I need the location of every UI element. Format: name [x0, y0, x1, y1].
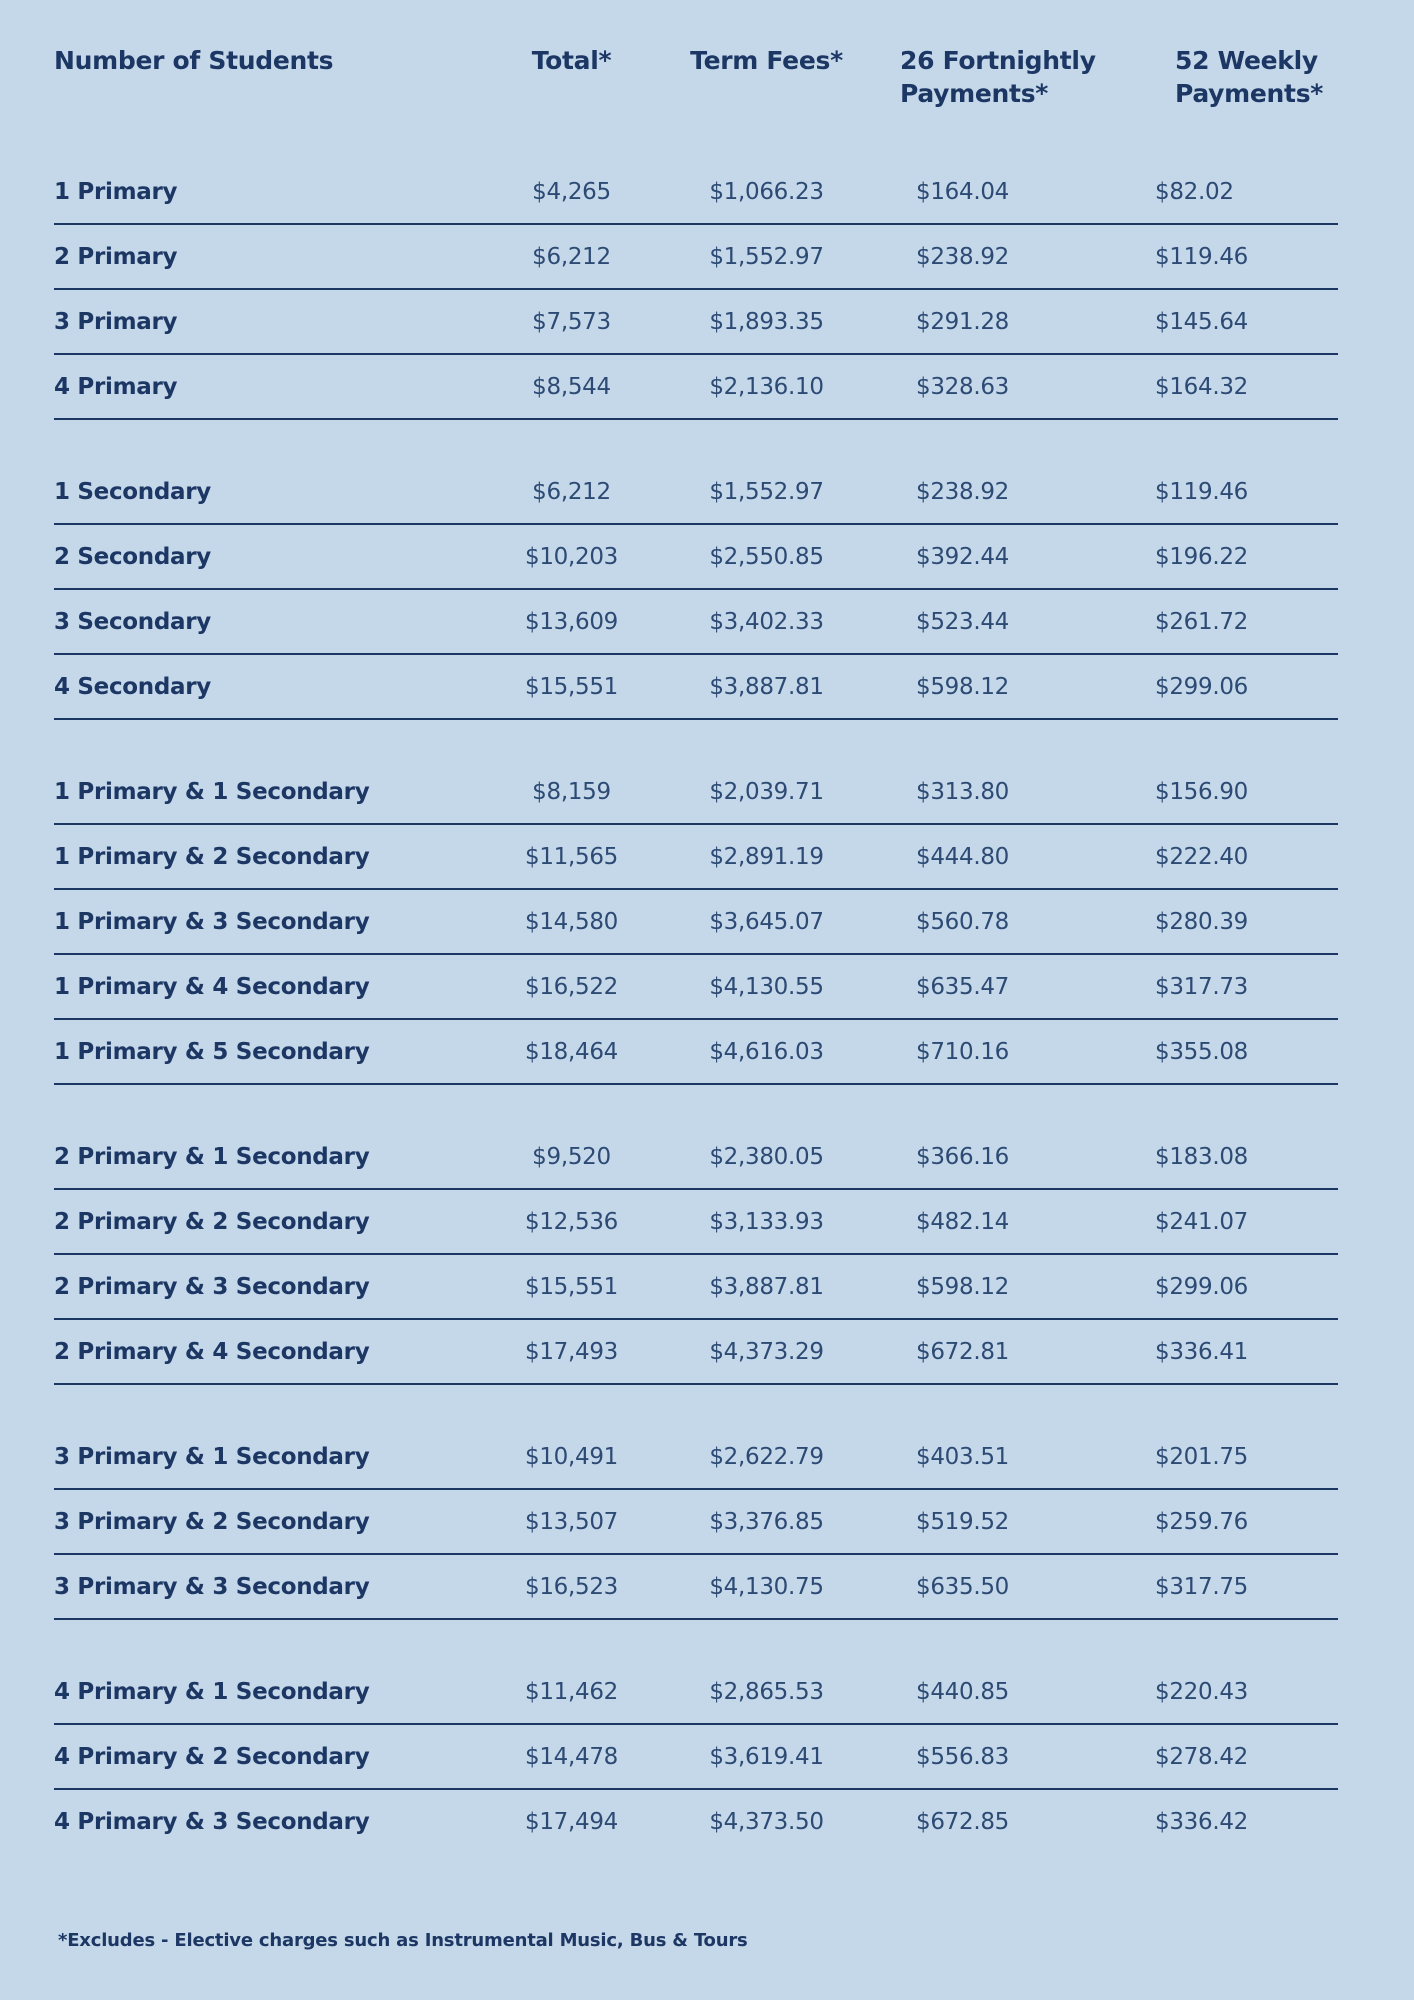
row-label: 1 Primary & 3 Secondary [54, 908, 370, 935]
cell-total: $12,536 [524, 1208, 618, 1235]
row-label: 2 Secondary [54, 543, 212, 570]
cell-total: $16,523 [524, 1573, 618, 1600]
row-label: 4 Primary & 1 Secondary [54, 1678, 370, 1705]
row-label: 3 Primary & 3 Secondary [54, 1573, 370, 1600]
footnote: *Excludes - Elective charges such as Instrumental Music, Bus & Tours [58, 1930, 748, 1951]
cell-fortnightly-payment: $560.78 [916, 908, 1010, 935]
table-row [54, 1790, 1338, 1853]
cell-fortnightly-payment: $556.83 [916, 1743, 1010, 1770]
table-row [54, 1320, 1338, 1385]
cell-term-fees: $2,136.10 [709, 373, 824, 400]
table-row [54, 525, 1338, 590]
cell-total: $4,265 [532, 178, 611, 205]
cell-weekly-payment: $336.42 [1155, 1808, 1249, 1835]
cell-fortnightly-payment: $392.44 [916, 543, 1010, 570]
cell-weekly-payment: $317.73 [1155, 973, 1249, 1000]
cell-total: $16,522 [524, 973, 618, 1000]
cell-weekly-payment: $299.06 [1155, 673, 1249, 700]
header-term-fees: Term Fees* [690, 46, 843, 75]
header-row [54, 45, 1338, 110]
cell-total: $13,609 [524, 608, 618, 635]
cell-fortnightly-payment: $672.85 [916, 1808, 1010, 1835]
table-row [54, 1425, 1338, 1490]
cell-weekly-payment: $241.07 [1155, 1208, 1249, 1235]
cell-weekly-payment: $317.75 [1155, 1573, 1249, 1600]
cell-term-fees: $3,402.33 [709, 608, 824, 635]
row-label: 1 Primary [54, 178, 178, 205]
cell-total: $13,507 [524, 1508, 618, 1535]
cell-weekly-payment: $280.39 [1155, 908, 1249, 935]
cell-total: $7,573 [532, 308, 611, 335]
cell-fortnightly-payment: $635.50 [916, 1573, 1010, 1600]
row-label: 3 Primary [54, 308, 178, 335]
cell-weekly-payment: $156.90 [1155, 778, 1249, 805]
row-label: 2 Primary [54, 243, 178, 270]
table-body [54, 160, 1338, 1853]
cell-fortnightly-payment: $366.16 [916, 1143, 1010, 1170]
cell-weekly-payment: $183.08 [1155, 1143, 1249, 1170]
cell-term-fees: $4,373.50 [709, 1808, 824, 1835]
row-label: 2 Primary & 2 Secondary [54, 1208, 370, 1235]
cell-weekly-payment: $119.46 [1155, 478, 1249, 505]
cell-term-fees: $2,039.71 [709, 778, 824, 805]
cell-fortnightly-payment: $291.28 [916, 308, 1010, 335]
cell-weekly-payment: $222.40 [1155, 843, 1249, 870]
cell-weekly-payment: $299.06 [1155, 1273, 1249, 1300]
row-label: 2 Primary & 1 Secondary [54, 1143, 370, 1170]
cell-term-fees: $3,376.85 [709, 1508, 824, 1535]
cell-fortnightly-payment: $440.85 [916, 1678, 1010, 1705]
cell-weekly-payment: $201.75 [1155, 1443, 1249, 1470]
row-label: 3 Primary & 2 Secondary [54, 1508, 370, 1535]
table-row [54, 355, 1338, 420]
cell-total: $9,520 [532, 1143, 611, 1170]
header-number-of-students: Number of Students [54, 46, 334, 75]
row-label: 4 Primary & 2 Secondary [54, 1743, 370, 1770]
cell-weekly-payment: $119.46 [1155, 243, 1249, 270]
cell-term-fees: $1,893.35 [709, 308, 824, 335]
cell-total: $17,494 [524, 1808, 618, 1835]
table-row [54, 1255, 1338, 1320]
cell-total: $18,464 [524, 1038, 618, 1065]
cell-fortnightly-payment: $635.47 [916, 973, 1010, 1000]
cell-total: $6,212 [532, 478, 611, 505]
row-group [54, 760, 1338, 1085]
cell-weekly-payment: $145.64 [1155, 308, 1249, 335]
row-label: 1 Primary & 4 Secondary [54, 973, 370, 1000]
cell-fortnightly-payment: $403.51 [916, 1443, 1010, 1470]
row-label: 3 Secondary [54, 608, 212, 635]
cell-term-fees: $4,616.03 [709, 1038, 824, 1065]
row-group [54, 460, 1338, 720]
cell-term-fees: $2,550.85 [709, 543, 824, 570]
cell-weekly-payment: $196.22 [1155, 543, 1249, 570]
cell-term-fees: $1,066.23 [709, 178, 824, 205]
table-row [54, 1660, 1338, 1725]
table-row [54, 290, 1338, 355]
cell-term-fees: $4,130.55 [709, 973, 824, 1000]
table-row [54, 1190, 1338, 1255]
cell-weekly-payment: $336.41 [1155, 1338, 1249, 1365]
header-weekly-payments: 52 Weekly Payments* [1175, 46, 1324, 108]
table-row [54, 1490, 1338, 1555]
table-row [54, 1725, 1338, 1790]
fee-table [54, 45, 1338, 1853]
cell-total: $6,212 [532, 243, 611, 270]
row-group [54, 1125, 1338, 1385]
row-label: 1 Primary & 1 Secondary [54, 778, 370, 805]
cell-total: $10,203 [524, 543, 618, 570]
cell-fortnightly-payment: $164.04 [916, 178, 1010, 205]
header-total: Total* [531, 46, 612, 75]
cell-weekly-payment: $261.72 [1155, 608, 1249, 635]
cell-term-fees: $2,380.05 [709, 1143, 824, 1170]
row-group [54, 160, 1338, 420]
cell-weekly-payment: $220.43 [1155, 1678, 1249, 1705]
cell-term-fees: $3,887.81 [709, 673, 824, 700]
cell-term-fees: $3,645.07 [709, 908, 824, 935]
cell-fortnightly-payment: $313.80 [916, 778, 1010, 805]
cell-fortnightly-payment: $598.12 [916, 1273, 1010, 1300]
cell-total: $14,478 [524, 1743, 618, 1770]
cell-term-fees: $3,133.93 [709, 1208, 824, 1235]
row-label: 1 Primary & 2 Secondary [54, 843, 370, 870]
cell-total: $15,551 [524, 673, 618, 700]
row-label: 1 Primary & 5 Secondary [54, 1038, 370, 1065]
row-group [54, 1660, 1338, 1853]
cell-total: $11,462 [524, 1678, 618, 1705]
table-row [54, 825, 1338, 890]
cell-total: $14,580 [524, 908, 618, 935]
cell-fortnightly-payment: $328.63 [916, 373, 1010, 400]
row-label: 4 Primary [54, 373, 178, 400]
table-row [54, 1020, 1338, 1085]
cell-term-fees: $3,887.81 [709, 1273, 824, 1300]
cell-total: $17,493 [524, 1338, 618, 1365]
cell-fortnightly-payment: $238.92 [916, 478, 1010, 505]
cell-term-fees: $4,373.29 [709, 1338, 824, 1365]
cell-fortnightly-payment: $519.52 [916, 1508, 1010, 1535]
header-fortnightly-payments: 26 Fortnightly Payments* [900, 46, 1096, 108]
cell-weekly-payment: $164.32 [1155, 373, 1249, 400]
cell-fortnightly-payment: $444.80 [916, 843, 1010, 870]
table-row [54, 655, 1338, 720]
cell-fortnightly-payment: $482.14 [916, 1208, 1010, 1235]
table-row [54, 160, 1338, 225]
cell-term-fees: $2,865.53 [709, 1678, 824, 1705]
cell-term-fees: $3,619.41 [709, 1743, 824, 1770]
row-label: 3 Primary & 1 Secondary [54, 1443, 370, 1470]
cell-fortnightly-payment: $238.92 [916, 243, 1010, 270]
cell-fortnightly-payment: $523.44 [916, 608, 1010, 635]
row-label: 1 Secondary [54, 478, 212, 505]
cell-total: $8,544 [532, 373, 611, 400]
cell-total: $10,491 [524, 1443, 618, 1470]
row-label: 2 Primary & 3 Secondary [54, 1273, 370, 1300]
row-label: 4 Primary & 3 Secondary [54, 1808, 370, 1835]
cell-term-fees: $2,622.79 [709, 1443, 824, 1470]
cell-term-fees: $1,552.97 [709, 243, 824, 270]
cell-total: $8,159 [532, 778, 611, 805]
cell-weekly-payment: $355.08 [1155, 1038, 1249, 1065]
cell-term-fees: $2,891.19 [709, 843, 824, 870]
cell-total: $11,565 [524, 843, 618, 870]
cell-total: $15,551 [524, 1273, 618, 1300]
table-row [54, 890, 1338, 955]
row-label: 4 Secondary [54, 673, 212, 700]
table-row [54, 1125, 1338, 1190]
table-row [54, 1555, 1338, 1620]
table-row [54, 760, 1338, 825]
row-group [54, 1425, 1338, 1620]
cell-term-fees: $1,552.97 [709, 478, 824, 505]
row-label: 2 Primary & 4 Secondary [54, 1338, 370, 1365]
table-row [54, 225, 1338, 290]
cell-fortnightly-payment: $598.12 [916, 673, 1010, 700]
table-row [54, 955, 1338, 1020]
cell-weekly-payment: $278.42 [1155, 1743, 1249, 1770]
cell-weekly-payment: $259.76 [1155, 1508, 1249, 1535]
cell-fortnightly-payment: $710.16 [916, 1038, 1010, 1065]
table-row [54, 590, 1338, 655]
cell-term-fees: $4,130.75 [709, 1573, 824, 1600]
cell-fortnightly-payment: $672.81 [916, 1338, 1010, 1365]
cell-weekly-payment: $82.02 [1155, 178, 1234, 205]
table-row [54, 460, 1338, 525]
